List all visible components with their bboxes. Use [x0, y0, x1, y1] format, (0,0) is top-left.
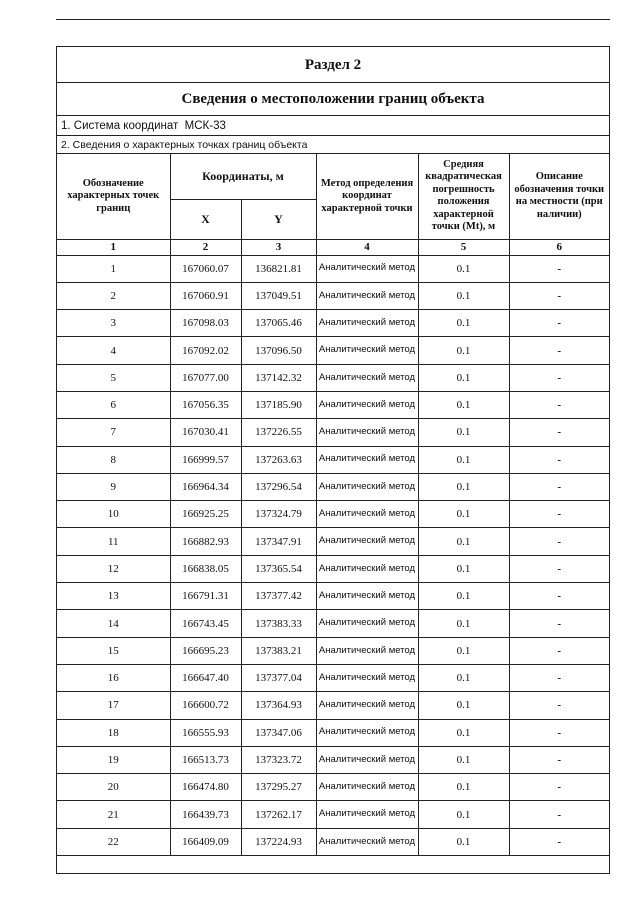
error-mt: 0.1	[418, 446, 509, 473]
table-row	[57, 310, 609, 337]
coord-y: 137377.42	[241, 583, 316, 610]
method: Аналитический метод	[316, 828, 418, 855]
error-mt: 0.1	[418, 501, 509, 528]
coord-y: 137347.06	[241, 719, 316, 746]
method: Аналитический метод	[316, 664, 418, 691]
error-mt: 0.1	[418, 555, 509, 582]
point-number: 12	[57, 555, 170, 582]
error-mt: 0.1	[418, 337, 509, 364]
description: -	[509, 364, 609, 391]
table-row	[57, 555, 609, 582]
method: Аналитический метод	[316, 282, 418, 309]
coord-x: 166882.93	[170, 528, 241, 555]
description: -	[509, 473, 609, 500]
description: -	[509, 501, 609, 528]
coord-x: 166925.25	[170, 501, 241, 528]
coord-y: 137295.27	[241, 774, 316, 801]
method: Аналитический метод	[316, 337, 418, 364]
header-error: Средняя квадратическая погрешность положения характерной точки (Mt), м	[418, 154, 509, 239]
points-table-body	[57, 255, 609, 856]
description: -	[509, 719, 609, 746]
description: -	[509, 774, 609, 801]
header-x: X	[170, 199, 241, 239]
table-row	[57, 774, 609, 801]
coord-y: 137226.55	[241, 419, 316, 446]
point-number: 21	[57, 801, 170, 828]
coord-system-label: 1. Система координат	[61, 120, 179, 132]
description: -	[509, 528, 609, 555]
point-number: 6	[57, 391, 170, 418]
column-number: 4	[316, 239, 418, 255]
point-number: 2	[57, 282, 170, 309]
method: Аналитический метод	[316, 555, 418, 582]
error-mt: 0.1	[418, 828, 509, 855]
description: -	[509, 446, 609, 473]
error-mt: 0.1	[418, 637, 509, 664]
coord-y: 137347.91	[241, 528, 316, 555]
coord-y: 137142.32	[241, 364, 316, 391]
coord-y: 137262.17	[241, 801, 316, 828]
coord-x: 167060.07	[170, 255, 241, 282]
column-number: 6	[509, 239, 609, 255]
coord-x: 167060.91	[170, 282, 241, 309]
coord-x: 166409.09	[170, 828, 241, 855]
error-mt: 0.1	[418, 774, 509, 801]
table-row	[57, 528, 609, 555]
header-y: Y	[241, 199, 316, 239]
table-row	[57, 610, 609, 637]
description: -	[509, 255, 609, 282]
point-number: 15	[57, 637, 170, 664]
column-numbers-row	[57, 239, 609, 255]
column-number: 1	[57, 239, 170, 255]
column-number: 5	[418, 239, 509, 255]
header-rule	[56, 19, 610, 20]
error-mt: 0.1	[418, 310, 509, 337]
description: -	[509, 391, 609, 418]
table-row	[57, 692, 609, 719]
coord-y: 137296.54	[241, 473, 316, 500]
coord-x: 166791.31	[170, 583, 241, 610]
coord-y: 137263.63	[241, 446, 316, 473]
error-mt: 0.1	[418, 692, 509, 719]
header-coordinates: Координаты, м	[170, 154, 316, 199]
point-number: 9	[57, 473, 170, 500]
description: -	[509, 637, 609, 664]
coord-x: 166647.40	[170, 664, 241, 691]
coord-x: 166964.34	[170, 473, 241, 500]
coord-system-value: МСК-33	[184, 120, 226, 132]
column-number: 3	[241, 239, 316, 255]
coord-y: 137096.50	[241, 337, 316, 364]
point-number: 19	[57, 746, 170, 773]
error-mt: 0.1	[418, 282, 509, 309]
table-row	[57, 637, 609, 664]
description: -	[509, 746, 609, 773]
table-row	[57, 583, 609, 610]
coord-y: 137365.54	[241, 555, 316, 582]
point-number: 18	[57, 719, 170, 746]
method: Аналитический метод	[316, 583, 418, 610]
description: -	[509, 610, 609, 637]
description: -	[509, 282, 609, 309]
description: -	[509, 419, 609, 446]
coord-x: 166555.93	[170, 719, 241, 746]
error-mt: 0.1	[418, 801, 509, 828]
coord-x: 166513.73	[170, 746, 241, 773]
coord-y: 136821.81	[241, 255, 316, 282]
point-number: 11	[57, 528, 170, 555]
table-row	[57, 801, 609, 828]
table-row	[57, 391, 609, 418]
method: Аналитический метод	[316, 692, 418, 719]
table-row	[57, 664, 609, 691]
table-row	[57, 419, 609, 446]
method: Аналитический метод	[316, 310, 418, 337]
method: Аналитический метод	[316, 801, 418, 828]
table-row	[57, 719, 609, 746]
method: Аналитический метод	[316, 610, 418, 637]
point-number: 20	[57, 774, 170, 801]
method: Аналитический метод	[316, 446, 418, 473]
point-number: 7	[57, 419, 170, 446]
header-designation: Обозначение характерных точек границ	[57, 154, 170, 239]
error-mt: 0.1	[418, 391, 509, 418]
points-caption: 2. Сведения о характерных точках границ объекта	[57, 136, 609, 154]
coord-x: 167056.35	[170, 391, 241, 418]
description: -	[509, 310, 609, 337]
method: Аналитический метод	[316, 419, 418, 446]
table-row	[57, 255, 609, 282]
point-number: 13	[57, 583, 170, 610]
coord-x: 166838.05	[170, 555, 241, 582]
description: -	[509, 583, 609, 610]
point-number: 1	[57, 255, 170, 282]
coord-y: 137364.93	[241, 692, 316, 719]
coord-x: 167098.03	[170, 310, 241, 337]
coord-x: 166474.80	[170, 774, 241, 801]
coord-x: 166743.45	[170, 610, 241, 637]
header-method: Метод определения координат характерной точки	[316, 154, 418, 239]
description: -	[509, 664, 609, 691]
description: -	[509, 801, 609, 828]
error-mt: 0.1	[418, 583, 509, 610]
point-number: 5	[57, 364, 170, 391]
method: Аналитический метод	[316, 719, 418, 746]
description: -	[509, 555, 609, 582]
column-number: 2	[170, 239, 241, 255]
coord-y: 137324.79	[241, 501, 316, 528]
description: -	[509, 692, 609, 719]
method: Аналитический метод	[316, 364, 418, 391]
section-subtitle: Сведения о местоположении границ объекта	[57, 83, 609, 116]
table-row	[57, 501, 609, 528]
coord-y: 137065.46	[241, 310, 316, 337]
point-number: 22	[57, 828, 170, 855]
method: Аналитический метод	[316, 255, 418, 282]
coord-y: 137049.51	[241, 282, 316, 309]
coord-x: 166999.57	[170, 446, 241, 473]
coord-y: 137323.72	[241, 746, 316, 773]
header-description: Описание обозначения точки на местности (при наличии)	[509, 154, 609, 239]
coord-x: 167092.02	[170, 337, 241, 364]
error-mt: 0.1	[418, 419, 509, 446]
point-number: 16	[57, 664, 170, 691]
table-row	[57, 828, 609, 855]
coord-x: 167077.00	[170, 364, 241, 391]
error-mt: 0.1	[418, 528, 509, 555]
method: Аналитический метод	[316, 746, 418, 773]
coord-system-line	[57, 116, 609, 136]
coord-y: 137383.33	[241, 610, 316, 637]
coord-x: 166439.73	[170, 801, 241, 828]
table-row	[57, 364, 609, 391]
error-mt: 0.1	[418, 610, 509, 637]
coord-y: 137224.93	[241, 828, 316, 855]
point-number: 10	[57, 501, 170, 528]
method: Аналитический метод	[316, 501, 418, 528]
point-number: 8	[57, 446, 170, 473]
method: Аналитический метод	[316, 774, 418, 801]
section-title: Раздел 2	[57, 47, 609, 83]
point-number: 17	[57, 692, 170, 719]
coord-x: 166695.23	[170, 637, 241, 664]
point-number: 4	[57, 337, 170, 364]
description: -	[509, 337, 609, 364]
error-mt: 0.1	[418, 719, 509, 746]
coord-y: 137185.90	[241, 391, 316, 418]
method: Аналитический метод	[316, 528, 418, 555]
point-number: 14	[57, 610, 170, 637]
points-table	[57, 154, 609, 856]
error-mt: 0.1	[418, 664, 509, 691]
description: -	[509, 828, 609, 855]
error-mt: 0.1	[418, 364, 509, 391]
method: Аналитический метод	[316, 637, 418, 664]
coord-x: 167030.41	[170, 419, 241, 446]
table-row	[57, 282, 609, 309]
coord-x: 166600.72	[170, 692, 241, 719]
coord-y: 137383.21	[241, 637, 316, 664]
table-row	[57, 473, 609, 500]
error-mt: 0.1	[418, 746, 509, 773]
method: Аналитический метод	[316, 473, 418, 500]
error-mt: 0.1	[418, 473, 509, 500]
table-row	[57, 337, 609, 364]
method: Аналитический метод	[316, 391, 418, 418]
table-row	[57, 746, 609, 773]
point-number: 3	[57, 310, 170, 337]
section-frame	[56, 46, 610, 874]
coord-y: 137377.04	[241, 664, 316, 691]
error-mt: 0.1	[418, 255, 509, 282]
table-row	[57, 446, 609, 473]
